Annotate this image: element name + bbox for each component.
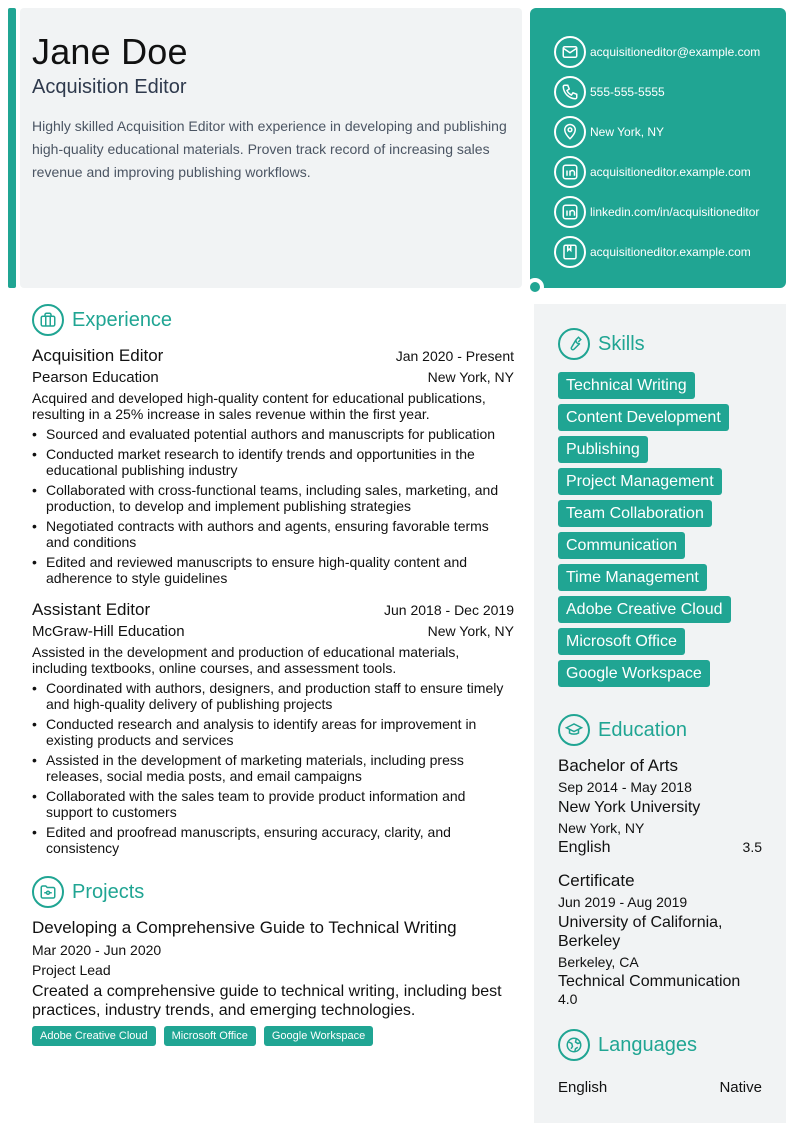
skill-badge: Content Development bbox=[558, 404, 729, 431]
list-item: • Collaborated with the sales team to provide product information and support to customers bbox=[32, 788, 514, 820]
projects-section bbox=[32, 876, 514, 1046]
date-range: Jun 2019 - Aug 2019 bbox=[558, 894, 688, 910]
sidebar bbox=[534, 304, 786, 1123]
skill-badge: Team Collaboration bbox=[558, 500, 712, 527]
contact-text: New York, NY bbox=[590, 125, 665, 139]
company-name: Pearson Education bbox=[32, 369, 159, 386]
list-item: • Edited and proofread manuscripts, ensuring accuracy, clarity, and consistency bbox=[32, 824, 514, 856]
phone-icon bbox=[554, 76, 586, 108]
list-item: • Edited and reviewed manuscripts to ensure high-quality content and adherence to style guidelines bbox=[32, 554, 514, 586]
experience-entry bbox=[32, 346, 514, 586]
experience-heading bbox=[32, 304, 514, 336]
job-location: New York, NY bbox=[427, 623, 514, 639]
contact-website[interactable] bbox=[554, 232, 786, 272]
job-description: Assisted in the development and production of educational materials, including textbooks, online courses, and assessment tools. bbox=[32, 644, 460, 676]
globe-icon bbox=[558, 1029, 590, 1061]
section-title: Skills bbox=[598, 332, 645, 355]
language-name: English bbox=[558, 1079, 608, 1096]
section-title: Languages bbox=[598, 1033, 697, 1056]
education-entry bbox=[558, 871, 762, 1007]
skill-badge: Technical Writing bbox=[558, 372, 695, 399]
folder-icon bbox=[32, 876, 64, 908]
language-entry bbox=[558, 1079, 762, 1096]
main-column bbox=[32, 304, 514, 1046]
contact-phone[interactable] bbox=[554, 72, 786, 112]
project-tag: Google Workspace bbox=[264, 1026, 373, 1046]
list-item: • Assisted in the development of marketing materials, including press releases, social media posts, and email campaigns bbox=[32, 752, 514, 784]
skill-badge: Google Workspace bbox=[558, 660, 710, 687]
grade: 4.0 bbox=[558, 991, 578, 1007]
degree: Bachelor of Arts bbox=[558, 756, 679, 775]
graduation-cap-icon bbox=[558, 714, 590, 746]
school-location: Berkeley, CA bbox=[558, 954, 639, 970]
skills-list bbox=[558, 372, 762, 692]
contact-email[interactable] bbox=[554, 32, 786, 72]
list-item: • Conducted research and analysis to identify areas for improvement in existing products and services bbox=[32, 716, 514, 748]
project-tags bbox=[32, 1026, 514, 1046]
summary-text: Highly skilled Acquisition Editor with experience in developing and publishing high-quality educational materials. Proven track record of increasing sales revenue and improving publishing workflows. bbox=[32, 118, 507, 180]
list-item: • Conducted market research to identify trends and opportunities in the educational publishing industry bbox=[32, 446, 514, 478]
skill-badge: Project Management bbox=[558, 468, 722, 495]
contact-text: acquisitioneditor.example.com bbox=[590, 245, 751, 259]
contact-text: linkedin.com/in/acquisitioneditor bbox=[590, 205, 760, 219]
achievement-list bbox=[32, 426, 514, 586]
header-panel bbox=[20, 8, 522, 288]
school-name: New York University bbox=[558, 799, 701, 816]
position-title: Assistant Editor bbox=[32, 600, 151, 619]
education-entry bbox=[558, 756, 762, 857]
project-tag: Microsoft Office bbox=[164, 1026, 256, 1046]
skill-badge: Time Management bbox=[558, 564, 707, 591]
project-tag: Adobe Creative Cloud bbox=[32, 1026, 156, 1046]
briefcase-icon bbox=[32, 304, 64, 336]
skill-badge: Microsoft Office bbox=[558, 628, 685, 655]
linkedin-icon bbox=[554, 196, 586, 228]
contact-text: acquisitioneditor@example.com bbox=[590, 45, 761, 59]
contact-profile[interactable] bbox=[554, 152, 786, 192]
project-role: Project Lead bbox=[32, 962, 111, 978]
skill-badge: Adobe Creative Cloud bbox=[558, 596, 731, 623]
list-item: • Coordinated with authors, designers, and production staff to ensure timely and high-quality delivery of publishing projects bbox=[32, 680, 514, 712]
school-location: New York, NY bbox=[558, 820, 645, 836]
position-title: Acquisition Editor bbox=[32, 346, 164, 365]
contact-text: acquisitioneditor.example.com bbox=[590, 165, 751, 179]
experience-entry bbox=[32, 600, 514, 856]
contact-panel bbox=[530, 8, 786, 288]
location-icon bbox=[554, 116, 586, 148]
education-section bbox=[558, 714, 762, 1007]
mail-icon bbox=[554, 36, 586, 68]
job-location: New York, NY bbox=[427, 369, 514, 385]
project-description: Created a comprehensive guide to technical writing, including best practices, industry trends, and emerging technologies. bbox=[32, 983, 502, 1019]
connector-dot bbox=[526, 278, 544, 296]
job-title: Acquisition Editor bbox=[32, 76, 187, 98]
contact-text: 555-555-5555 bbox=[590, 85, 665, 99]
field-of-study: English bbox=[558, 839, 611, 856]
person-name: Jane Doe bbox=[32, 31, 188, 72]
achievement-list bbox=[32, 680, 514, 856]
language-level: Native bbox=[719, 1079, 762, 1096]
skill-badge: Publishing bbox=[558, 436, 648, 463]
skill-badge: Communication bbox=[558, 532, 685, 559]
contact-linkedin[interactable] bbox=[554, 192, 786, 232]
languages-section bbox=[558, 1029, 762, 1096]
education-heading bbox=[558, 714, 762, 746]
job-description: Acquired and developed high-quality content for educational publications, resulting in a 25% increase in sales revenue within the first year. bbox=[32, 390, 486, 422]
company-name: McGraw-Hill Education bbox=[32, 623, 185, 640]
contact-location bbox=[554, 112, 786, 152]
projects-heading bbox=[32, 876, 514, 908]
section-title: Experience bbox=[72, 308, 173, 331]
list-item: • Collaborated with cross-functional teams, including sales, marketing, and production, to develop and implement publishing strategies bbox=[32, 482, 514, 514]
section-title: Education bbox=[598, 718, 687, 741]
project-title: Developing a Comprehensive Guide to Technical Writing bbox=[32, 918, 457, 937]
skills-heading bbox=[558, 328, 762, 360]
date-range: Jan 2020 - Present bbox=[395, 348, 514, 364]
grade: 3.5 bbox=[742, 839, 762, 855]
list-item: • Negotiated contracts with authors and agents, ensuring favorable terms and conditions bbox=[32, 518, 514, 550]
field-of-study: Technical Communication bbox=[558, 973, 741, 990]
accent-bar bbox=[8, 8, 16, 288]
date-range: Sep 2014 - May 2018 bbox=[558, 779, 692, 795]
website-icon bbox=[554, 236, 586, 268]
school-name: University of California, Berkeley bbox=[558, 914, 723, 950]
date-range: Jun 2018 - Dec 2019 bbox=[384, 602, 514, 618]
section-title: Projects bbox=[72, 880, 145, 903]
languages-heading bbox=[558, 1029, 762, 1061]
linkedin-icon bbox=[554, 156, 586, 188]
wrench-icon bbox=[558, 328, 590, 360]
list-item: • Sourced and evaluated potential authors and manuscripts for publication bbox=[32, 426, 514, 442]
degree: Certificate bbox=[558, 871, 635, 890]
project-date: Mar 2020 - Jun 2020 bbox=[32, 942, 162, 958]
